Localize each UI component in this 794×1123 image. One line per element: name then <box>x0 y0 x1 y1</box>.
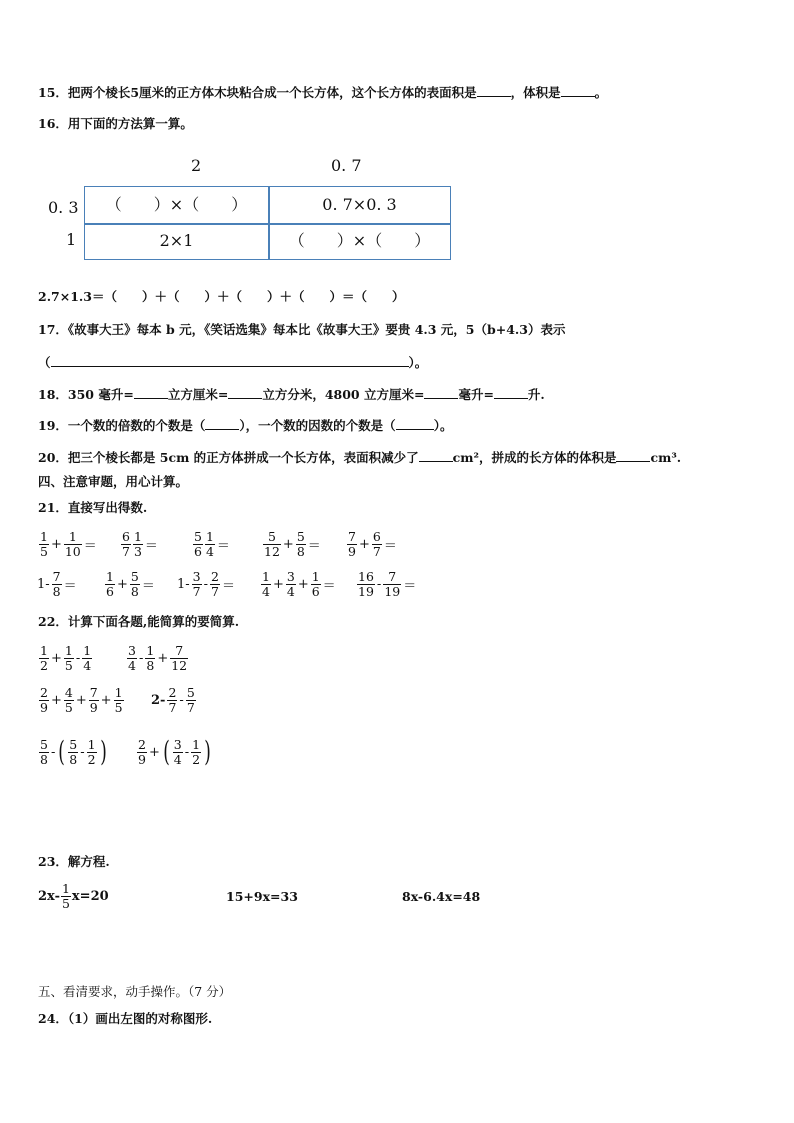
question-number: 24． <box>38 1011 68 1026</box>
simplify-expression-1: 1 2 + $\frac{1}{5}$ - 1 4 <box>40 642 92 673</box>
question-23 <box>38 854 110 870</box>
question-text: 计算下面各题,能简算的要简算. <box>67 614 240 629</box>
question-17 <box>38 322 565 338</box>
question-text: 一个数的倍数的个数是（ <box>67 418 206 433</box>
calc-item: 1- 3 7 - 2 7 ＝ <box>177 568 235 599</box>
calc-item: 16 19 - 7 19 ＝ <box>358 568 417 599</box>
answer-blank[interactable] <box>134 386 168 399</box>
answer-blank[interactable] <box>205 417 239 430</box>
question-text: 《故事大王》每本 b 元，《笑话选集》每本比《故事大王》要贵 4.3 元，5（b+4.3）表示 <box>67 322 566 337</box>
question-text: 毫升= <box>458 387 494 402</box>
question-text: 把三个棱长都是 5cm 的正方体拼成一个长方体，表面积减少了 <box>67 450 419 465</box>
question-text: 解方程. <box>67 854 110 869</box>
question-22 <box>38 614 239 630</box>
section-5-title: 五、看清要求，动手操作。（7 分） <box>38 984 232 999</box>
table-cell[interactable]: （ ）×（ ） <box>105 195 248 214</box>
question-24 <box>38 1011 212 1027</box>
question-text: ），一个数的因数的个数是（ <box>239 418 396 433</box>
simplify-expression-6: 2 9 + ( 3 4 - 1 2 ) <box>138 735 211 768</box>
question-number: 18． <box>38 387 68 402</box>
paren-close: ）。 <box>408 355 428 370</box>
question-15 <box>38 84 607 101</box>
area-model-table <box>84 186 451 260</box>
table-cell: 0. 7×0. 3 <box>322 195 397 214</box>
simplify-expression-2: 3 4 - 1 8 + $\frac{7}{12}$ <box>128 642 188 673</box>
question-text: ，体积是 <box>510 85 561 100</box>
question-number: 23． <box>38 854 68 869</box>
question-text: 把两个棱长5厘米的正方体木块粘合成一个长方体，这个长方体的表面积是 <box>67 85 477 100</box>
question-number: 20． <box>38 450 68 465</box>
answer-blank[interactable] <box>561 84 595 97</box>
calc-item: 5 12 + $\frac{5}{8}$ ＝ <box>264 528 321 559</box>
answer-blank[interactable] <box>424 386 458 399</box>
answer-blank[interactable] <box>419 449 453 462</box>
equation-3: 8x-6.4x=48 <box>402 889 481 904</box>
paren-open: （ <box>38 355 51 370</box>
row-header-1: 0. 3 <box>48 198 79 217</box>
question-text: 。 <box>594 85 608 100</box>
question-21 <box>38 500 147 516</box>
table-cell[interactable]: （ ）×（ ） <box>288 231 431 250</box>
answer-blank[interactable] <box>51 354 409 367</box>
question-text: 用下面的方法算一算。 <box>67 116 193 131</box>
question-16 <box>38 116 193 132</box>
column-header-1: 2 <box>191 156 202 175</box>
answer-blank[interactable] <box>494 386 528 399</box>
calc-item: 1- 7 8 ＝ <box>37 568 77 599</box>
simplify-expression-3: 2 9 + $\frac{4}{5}$ + $\frac{7}{9}$ + $\frac{1}{5}$ <box>40 684 123 715</box>
question-number: 17． <box>38 322 68 337</box>
question-text: 升. <box>527 387 545 402</box>
question-17-answer <box>38 354 427 371</box>
question-number: 16． <box>38 116 68 131</box>
answer-blank[interactable] <box>228 386 262 399</box>
calc-item: 5 6 1 4 ＝ <box>194 528 230 559</box>
question-19 <box>38 417 452 434</box>
column-header-2: 0. 7 <box>331 156 362 175</box>
question-text: 立方分米，4800 立方厘米= <box>262 387 425 402</box>
question-text: 350 毫升= <box>67 387 134 402</box>
question-text: （1）画出左图的对称图形. <box>67 1011 213 1026</box>
question-number: 22． <box>38 614 68 629</box>
question-text: 直接写出得数. <box>67 500 148 515</box>
calc-item: 1 6 + $\frac{5}{8}$ ＝ <box>106 568 155 599</box>
answer-blank[interactable] <box>616 449 650 462</box>
calc-item: 1 5 + $\frac{1}{10}$ ＝ <box>40 528 97 559</box>
sum-line: 2.7×1.3＝（ ）＋（ ）＋（ ）＋（ ）＝（ ） <box>38 289 405 304</box>
table-cell: 2×1 <box>159 231 194 250</box>
question-text: 立方厘米= <box>167 387 229 402</box>
answer-blank[interactable] <box>477 84 511 97</box>
question-text: ）。 <box>433 418 453 433</box>
question-number: 21． <box>38 500 68 515</box>
question-text: cm³. <box>650 450 682 465</box>
question-20 <box>38 449 681 466</box>
answer-blank[interactable] <box>396 417 434 430</box>
calc-item: 6 7 1 3 ＝ <box>122 528 158 559</box>
question-18 <box>38 386 545 403</box>
equation-1: 2x- 1 5 x=20 <box>38 880 109 911</box>
question-text: cm²，拼成的长方体的体积是 <box>452 450 617 465</box>
calc-item: 1 4 + $\frac{3}{4}$ + $\frac{1}{6}$ ＝ <box>262 568 336 599</box>
calc-item: 7 9 + $\frac{6}{7}$ ＝ <box>348 528 397 559</box>
equation-2: 15+9x=33 <box>226 889 298 904</box>
question-number: 15． <box>38 85 68 100</box>
section-4-title: 四、注意审题，用心计算。 <box>38 474 189 489</box>
question-number: 19． <box>38 418 68 433</box>
simplify-expression-4: 2- 2 7 - 5 7 <box>151 684 195 715</box>
simplify-expression-5: 5 8 - ( 5 8 - 1 2 ) <box>40 735 107 768</box>
row-header-2: 1 <box>66 230 77 249</box>
